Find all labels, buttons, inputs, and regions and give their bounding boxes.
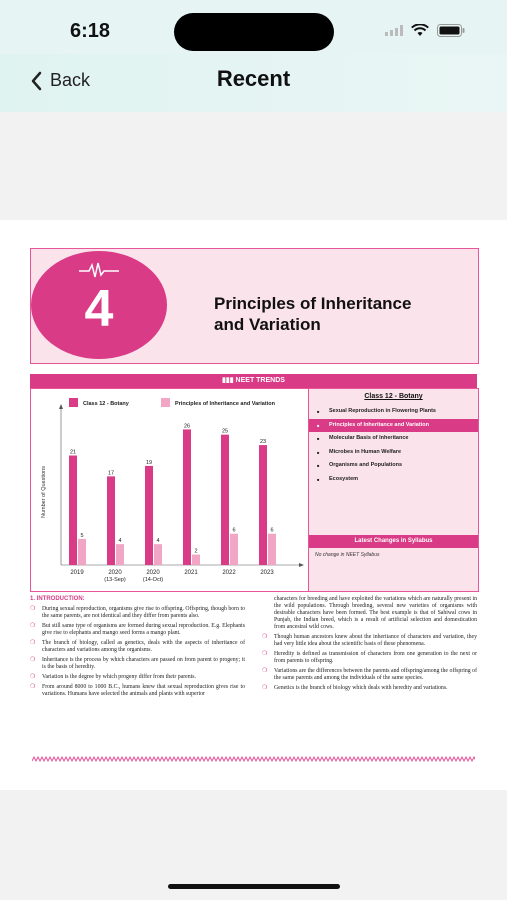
bar-value-label: 19 [145, 459, 153, 466]
bar-value-label: 6 [270, 527, 274, 534]
latest-changes-text: No change in NEET Syllabus [315, 552, 380, 558]
x-axis-arrow [299, 563, 304, 567]
chart-bar [78, 539, 86, 565]
syllabus-item-active: ■ Principles of Inheritance and Variation [309, 419, 478, 433]
chart-bar [259, 445, 267, 565]
chapter-title-line2: and Variation [214, 315, 321, 334]
back-label: Back [50, 70, 91, 90]
chapter-circle [31, 251, 167, 359]
y-axis-arrow [59, 404, 63, 409]
legend-label: Principles of Inheritance and Variation [175, 401, 275, 407]
x-tick-sublabel: (13-Sep) [104, 577, 126, 583]
status-icons [385, 24, 465, 37]
paragraph: ❍ Heredity is defined as transmission of characters from one generation to the next or from parents to offspring. [262, 651, 477, 665]
document-page[interactable] [0, 220, 507, 790]
syllabus-item: ■ Ecosystem [309, 473, 478, 487]
legend-label: Class 12 - Botany [83, 401, 129, 407]
paragraph: ❍ But still same type of organisms are formed during sexual reproduction. E.g. Elephants give rise to elephants and mango seed forms a mango plant. [30, 623, 245, 637]
x-tick-label: 2019 [70, 570, 84, 576]
bar-value-label: 25 [221, 428, 229, 435]
x-tick-label: 2020 [108, 570, 122, 576]
home-indicator[interactable] [168, 884, 340, 889]
syllabus-item: ■ Microbes in Human Welfare [309, 446, 478, 460]
bar-value-label: 23 [259, 439, 267, 446]
bar-value-label: 26 [183, 423, 191, 430]
bar-chart [31, 389, 308, 591]
text-column-left [30, 596, 245, 701]
neet-trends-header [30, 374, 477, 388]
paragraph: ❍ Inheritance is the process by which characters are passed on from parent to progeny; it is the basis of heredity. [30, 657, 245, 671]
trends-bars-icon: ▮▮▮ [222, 377, 236, 384]
heartbeat-icon [79, 261, 119, 281]
chart-bar [154, 544, 162, 565]
chart-bar [268, 534, 276, 565]
syllabus-item: ■ Molecular Basis of Inheritance [309, 432, 478, 446]
bar-value-label: 5 [80, 532, 84, 539]
text-column-right [262, 596, 477, 695]
neet-trends-label: NEET TRENDS [235, 377, 285, 384]
bar-value-label: 17 [107, 470, 115, 477]
syllabus-panel [308, 388, 479, 592]
x-tick-label: 2023 [260, 570, 274, 576]
chart-bar [221, 435, 229, 565]
bar-value-label: 6 [232, 527, 236, 534]
intro-text [30, 596, 477, 756]
paragraph: ❍ The branch of biology, called as genetics, deals with the aspects of inheritance of characters and variations among the organisms. [30, 640, 245, 654]
latest-changes-header: Latest Changes in Syllabus [309, 535, 478, 548]
dynamic-island [174, 13, 334, 51]
chapter-banner [30, 248, 479, 364]
paragraph: ❍ During sexual reproduction, organisms give rise to offspring. Offspring, though born to the same parents, are not identical and they differ from parents also. [30, 606, 245, 620]
y-axis-label: Number of Questions [41, 466, 47, 518]
bar-value-label: 4 [118, 538, 122, 545]
paragraph: ❍ From around 8000 to 1000 B.C., humans knew that sexual reproduction gives rise to variations. Humans have selected the animals and plants with superior [30, 684, 245, 698]
chapter-title-line1: Principles of Inheritance [214, 294, 412, 313]
x-tick-sublabel: (14-Oct) [142, 577, 164, 583]
status-bar [0, 0, 507, 54]
x-tick-label: 2022 [222, 570, 236, 576]
syllabus-item: ■ Organisms and Populations [309, 459, 478, 473]
syllabus-item: ■ Sexual Reproduction in Flowering Plants [309, 405, 478, 419]
paragraph: ❍ Though human ancestors knew about the inheritance of characters and variation, they had very little idea about the scientific basis of these phenomena. [262, 634, 477, 648]
chart-bar [145, 466, 153, 565]
x-tick-label: 2020 [146, 570, 160, 576]
page-title: Recent [216, 66, 291, 91]
legend-swatch [161, 398, 170, 407]
page-divider [32, 756, 475, 762]
status-time: 6:18 [70, 20, 111, 42]
nav-bar [0, 54, 507, 112]
chart-bar [107, 476, 115, 565]
paragraph: ❍ Genetics is the branch of biology which deals with heredity and variations. [262, 685, 477, 692]
bar-value-label: 2 [194, 548, 198, 555]
bar-value-label: 4 [156, 538, 160, 545]
chapter-title [214, 293, 411, 335]
chapter-number: 4 [84, 280, 114, 338]
chart-bar [183, 429, 191, 565]
chart-bar [69, 456, 77, 566]
chart-bar [192, 555, 200, 565]
wifi-icon [411, 24, 429, 37]
paragraph-continued: characters for breeding and have exploited the variations which are naturally present in the wild populations. Through breeding, several new varieties of organisms with desirable characters have been formed. The best example is that of Sahiwal cows in Punjab, the Indian breed, which is a result of artificial selection and domestication from ancestral wild cows. [274, 596, 477, 630]
legend-swatch [69, 398, 78, 407]
syllabus-list [309, 405, 478, 486]
battery-icon [437, 24, 465, 37]
syllabus-title: Class 12 - Botany [364, 393, 423, 400]
chart-bar [116, 544, 124, 565]
bar-value-label: 21 [69, 449, 77, 456]
chart-bar [230, 534, 238, 565]
paragraph: ❍ Variations are the differences between the parents and offspring/among the offspring of the same parents and among the individuals of the same species. [262, 668, 477, 682]
section-title: 1. INTRODUCTION: [30, 596, 85, 602]
signal-icon [385, 25, 403, 36]
trends-chart [30, 388, 309, 592]
paragraph: ❍ Variation is the degree by which progeny differ from their parents. [30, 674, 245, 681]
x-tick-label: 2021 [184, 570, 198, 576]
